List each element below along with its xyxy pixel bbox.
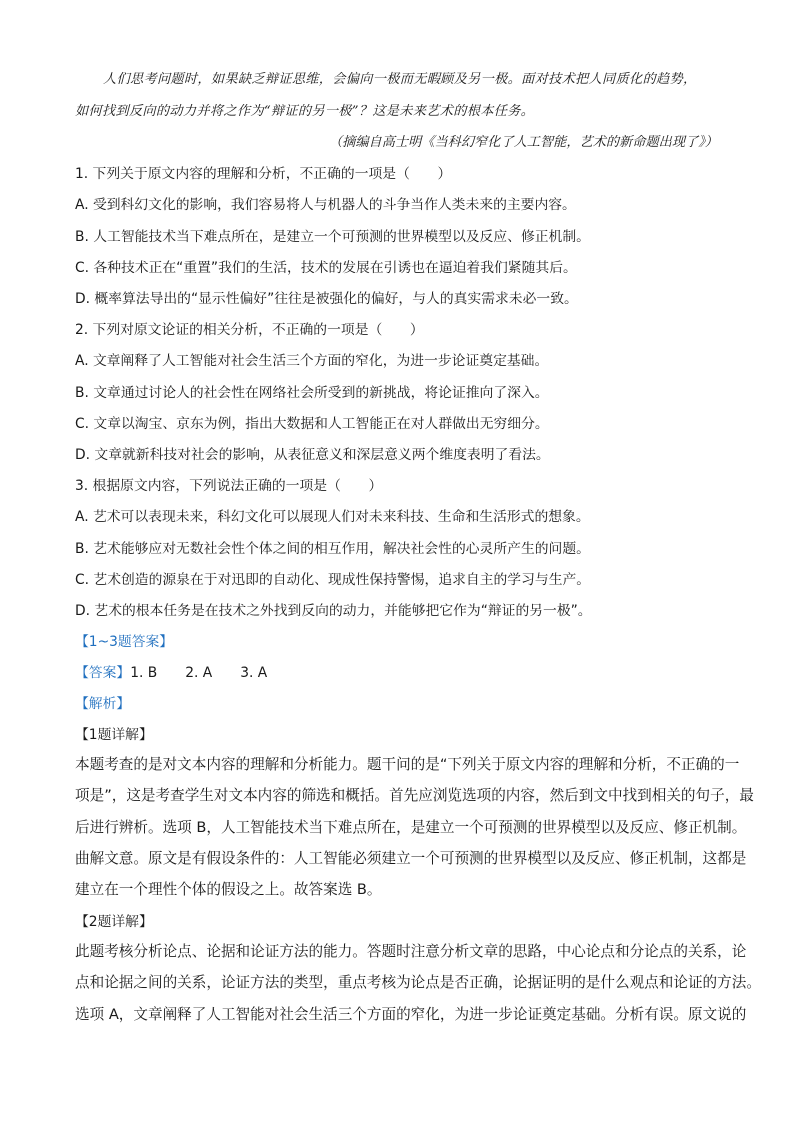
answer-section-heading: 【1~3题答案】 bbox=[75, 634, 174, 650]
detail-1-line-1: 本题考查的是对文本内容的理解和分析能力。题干问的是“下列关于原文内容的理解和分析，不正确的一 bbox=[75, 756, 740, 773]
question-3-option-b: B. 艺术能够应对无数社会性个体之间的相互作用，解决社会性的心灵所产生的问题。 bbox=[75, 541, 590, 557]
detail-2-line-1: 此题考核分析论点、论据和论证方法的能力。答题时注意分析文章的思路，中心论点和分论点的关系，论 bbox=[75, 943, 747, 960]
question-2-option-a: A. 文章阐释了人工智能对社会生活三个方面的窄化，为进一步论证奠定基础。 bbox=[75, 353, 549, 369]
detail-1-line-5: 建立在一个理性个体的假设之上。故答案选 B。 bbox=[75, 881, 382, 898]
detail-1-heading: 【1题详解】 bbox=[75, 727, 153, 743]
question-3-option-a: A. 艺术可以表现未来，科幻文化可以展现人们对未来科技、生命和生活形式的想象。 bbox=[75, 509, 590, 525]
question-3-stem: 3. 根据原文内容，下列说法正确的一项是（ ） bbox=[75, 478, 383, 494]
detail-2-line-2: 点和论据之间的关系，论证方法的类型，重点考核为论点是否正确，论据证明的是什么观点和论证的方法。 bbox=[75, 974, 761, 991]
question-1-option-a: A. 受到科幻文化的影响，我们容易将人与机器人的斗争当作人类未来的主要内容。 bbox=[75, 197, 576, 213]
passage-line-1: 人们思考问题时，如果缺乏辩证思维，会偏向一极而无暇顾及另一极。面对技术把人同质化的趋势， bbox=[103, 72, 697, 87]
question-2-option-c: C. 文章以淘宝、京东为例，指出大数据和人工智能正在对人群做出无穷细分。 bbox=[75, 416, 549, 432]
question-2-option-b: B. 文章通过讨论人的社会性在网络社会所受到的新挑战，将论证推向了深入。 bbox=[75, 385, 549, 401]
passage-source: （摘编自高士明《当科幻窄化了人工智能，艺术的新命题出现了》） bbox=[328, 135, 718, 150]
detail-2-line-3: 选项 A，文章阐释了人工智能对社会生活三个方面的窄化，为进一步论证奠定基础。分析有误。原文说的 bbox=[75, 1006, 747, 1023]
question-1-stem: 1. 下列关于原文内容的理解和分析，不正确的一项是（ ） bbox=[75, 166, 452, 182]
question-2-stem: 2. 下列对原文论证的相关分析，不正确的一项是（ ） bbox=[75, 322, 424, 338]
question-3-option-d: D. 艺术的根本任务是在技术之外找到反向的动力，并能够把它作为“辩证的另一极”。 bbox=[75, 603, 592, 619]
question-1-option-d: D. 概率算法导出的“显示性偏好”往往是被强化的偏好，与人的真实需求未必一致。 bbox=[75, 291, 578, 307]
answer-label: 【答案】 bbox=[75, 665, 131, 681]
detail-1-line-2: 项是”，这是考查学生对文本内容的筛选和概括。首先应浏览选项的内容，然后到文中找到相关的句子，最 bbox=[75, 787, 754, 804]
analysis-label: 【解析】 bbox=[75, 696, 131, 712]
passage-line-2: 如何找到反向的动力并将之作为“辩证的另一极”？这是未来艺术的根本任务。 bbox=[75, 104, 535, 119]
detail-1-line-3: 后进行辨析。选项 B，人工智能技术当下难点所在，是建立一个可预测的世界模型以及反应、修正机制。 bbox=[75, 819, 747, 836]
question-1-option-c: C. 各种技术正在“重置”我们的生活，技术的发展在引诱也在逼迫着我们紧随其后。 bbox=[75, 260, 577, 276]
detail-2-heading: 【2题详解】 bbox=[75, 914, 153, 930]
question-2-option-d: D. 文章就新科技对社会的影响，从表征意义和深层意义两个维度表明了看法。 bbox=[75, 447, 550, 463]
answer-3: 3. A bbox=[240, 665, 268, 681]
answer-2: 2. A bbox=[185, 665, 213, 681]
answer-row bbox=[75, 661, 267, 681]
answer-1: 1. B bbox=[130, 665, 158, 681]
question-1-option-b: B. 人工智能技术当下难点所在，是建立一个可预测的世界模型以及反应、修正机制。 bbox=[75, 229, 590, 245]
detail-1-line-4: 曲解文意。原文是有假设条件的：人工智能必须建立一个可预测的世界模型以及反应、修正机制，这都是 bbox=[75, 850, 747, 867]
question-3-option-c: C. 艺术创造的源泉在于对迅即的自动化、现成性保持警惕，追求自主的学习与生产。 bbox=[75, 572, 591, 588]
